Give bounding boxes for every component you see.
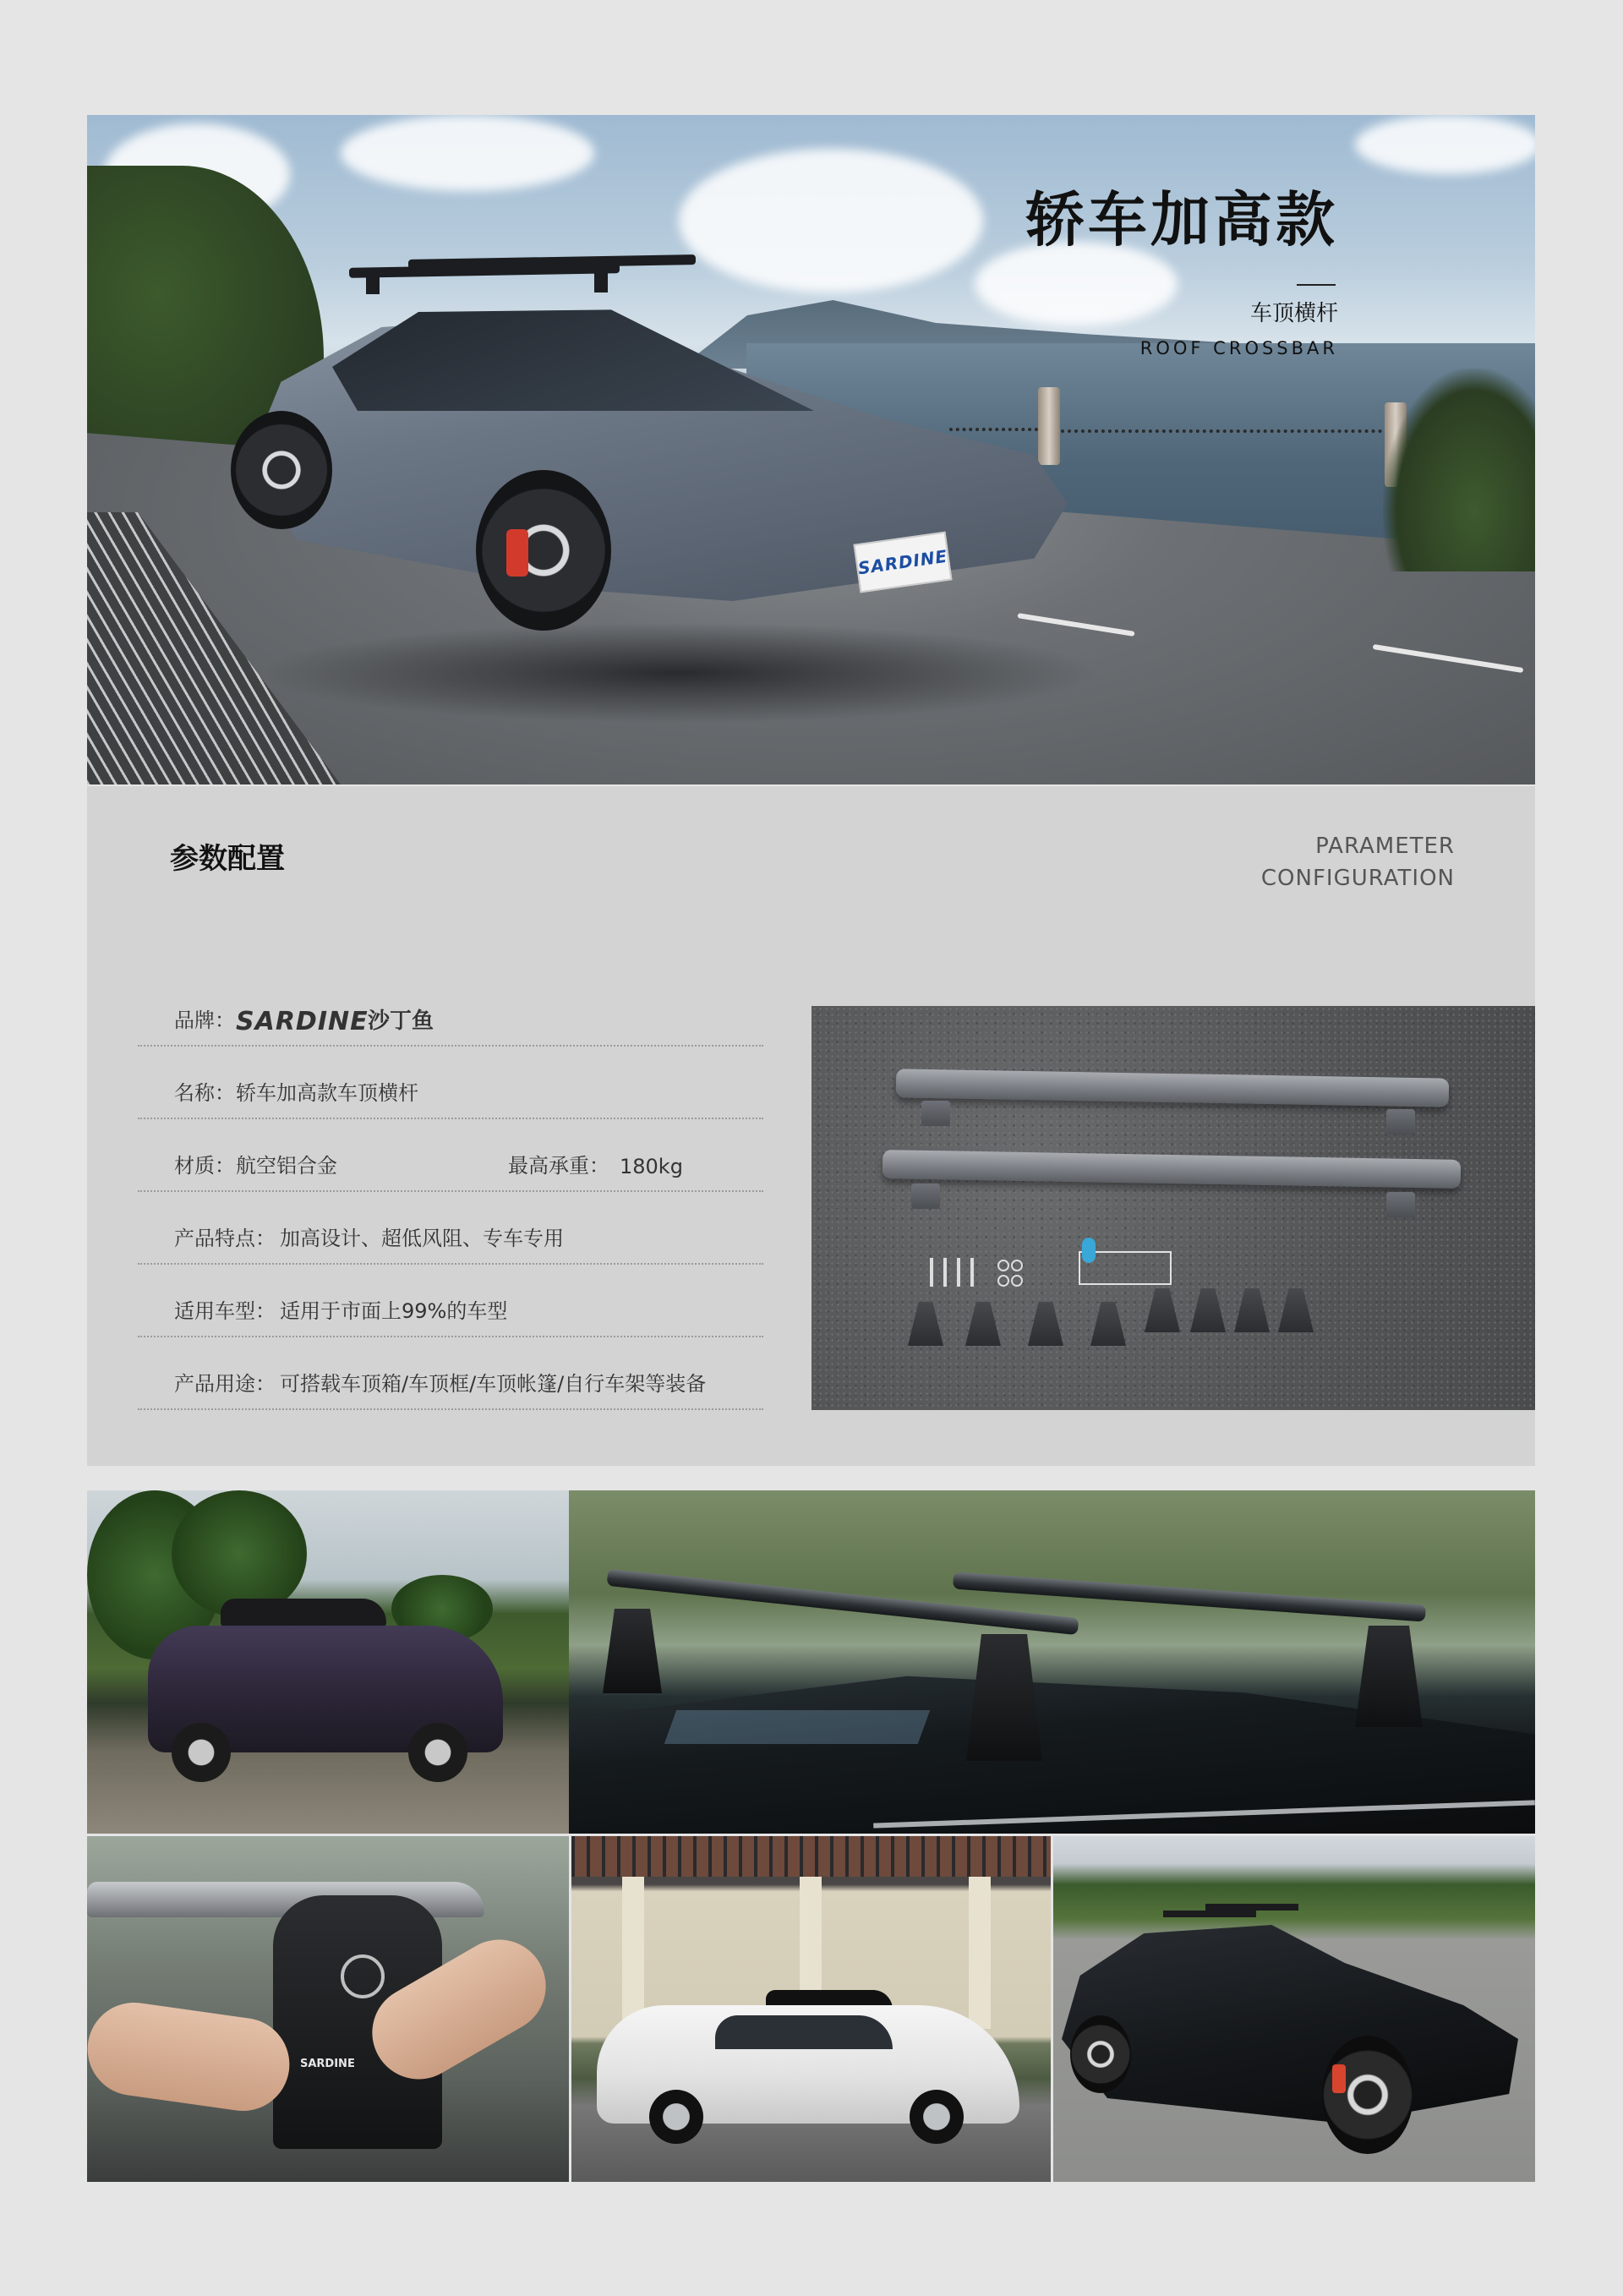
hero-banner	[87, 115, 1535, 784]
wheel	[910, 2090, 964, 2144]
bar-end-cap	[911, 1184, 940, 1209]
bar-end-cap	[921, 1101, 950, 1126]
spec-row-name	[138, 1045, 763, 1119]
spec-label: 适用车型：	[174, 1299, 276, 1323]
spec-label: 材质：	[174, 1154, 235, 1178]
gallery-photo-wagon	[1053, 1836, 1535, 2182]
page-subtitle: 车顶横杆	[1249, 301, 1338, 326]
params-panel	[87, 786, 1535, 1466]
bracket-logo: SARDINE	[300, 2058, 355, 2070]
key-icon	[1082, 1238, 1096, 1263]
chain	[1061, 429, 1382, 436]
page-title: 轿车加高款	[1025, 185, 1338, 254]
title-divider	[1297, 284, 1336, 286]
brake-caliper	[1332, 2064, 1346, 2093]
nut	[997, 1260, 1009, 1271]
cloud	[679, 149, 983, 292]
rear-wheel	[231, 411, 332, 529]
spec-label: 产品特点：	[174, 1227, 276, 1250]
spec-label: 产品用途：	[174, 1372, 276, 1396]
page-subtitle-en: ROOF CROSSBAR	[1139, 338, 1338, 358]
bar-end-cap	[1386, 1192, 1415, 1217]
brand-logo: SARDINE	[236, 1007, 369, 1036]
hand	[87, 1997, 295, 2117]
gallery-photo-van	[87, 1490, 569, 1834]
cloud	[1355, 115, 1535, 174]
bar-end-cap	[1386, 1109, 1415, 1134]
spec-row-usage	[138, 1336, 763, 1410]
gallery-photo-roof-closeup	[569, 1490, 1535, 1834]
spec-row-compatible	[138, 1263, 763, 1337]
spec-row-material	[138, 1118, 763, 1192]
gallery-photo-sedan	[571, 1836, 1051, 2182]
bolt	[930, 1258, 933, 1287]
spec-row-features	[138, 1190, 763, 1265]
spec-value: 180kg	[620, 1155, 683, 1178]
car-shadow	[256, 622, 1101, 724]
plant	[1383, 369, 1535, 571]
spec-label: 名称：	[174, 1081, 235, 1105]
pillar	[969, 1877, 991, 2029]
cloud	[341, 115, 594, 191]
mounting-bracket-icon	[966, 1634, 1042, 1761]
roof-reflection	[664, 1710, 931, 1744]
roof-bar-icon	[1205, 1904, 1298, 1911]
pillar	[622, 1877, 644, 2029]
bolt	[943, 1258, 947, 1287]
key-icon	[341, 1954, 385, 1998]
brake-caliper	[506, 529, 528, 577]
bollard	[1038, 387, 1060, 465]
spec-value: 加高设计、超低风阻、专车专用	[280, 1227, 564, 1250]
wheel	[1322, 2036, 1413, 2154]
front-wheel	[476, 470, 611, 631]
nut	[1011, 1275, 1023, 1287]
chain	[949, 428, 1038, 435]
section-title-en: CONFIGURATION	[1260, 866, 1455, 891]
car-window	[715, 2015, 893, 2049]
roof-box	[221, 1599, 386, 1627]
fence	[571, 1836, 1051, 1877]
brand-logo-cn: 沙丁鱼	[368, 1009, 434, 1034]
gallery-photo-lock	[87, 1836, 569, 2182]
mounting-bracket-icon	[603, 1609, 662, 1693]
spec-value: 可搭载车顶箱/车顶框/车顶帐篷/自行车架等装备	[280, 1372, 707, 1396]
wheel	[172, 1723, 231, 1782]
spec-value: 轿车加高款车顶横杆	[236, 1081, 418, 1105]
spec-label: 品牌：	[174, 1009, 235, 1032]
nut	[1011, 1260, 1023, 1271]
section-title-en: PARAMETER	[1315, 834, 1455, 859]
wheel	[408, 1723, 467, 1782]
spec-row-brand	[138, 972, 763, 1047]
spec-value: 适用于市面上99%的车型	[280, 1299, 508, 1323]
roof-bar-icon	[1163, 1911, 1256, 1917]
roof-bar-foot	[366, 269, 380, 294]
wheel	[1070, 2015, 1131, 2093]
license-plate: SARDINE	[853, 532, 952, 593]
parts-photo	[812, 1006, 1535, 1410]
spec-label: 最高承重：	[508, 1154, 609, 1178]
wheel	[649, 2090, 703, 2144]
bolt	[970, 1258, 974, 1287]
black-wagon	[1062, 1912, 1518, 2124]
section-title: 参数配置	[170, 842, 285, 876]
bolt	[957, 1258, 960, 1287]
spec-value: 航空铝合金	[236, 1154, 337, 1178]
mounting-bracket-icon	[1355, 1626, 1423, 1727]
nut	[997, 1275, 1009, 1287]
roof-bar-foot	[594, 267, 608, 292]
